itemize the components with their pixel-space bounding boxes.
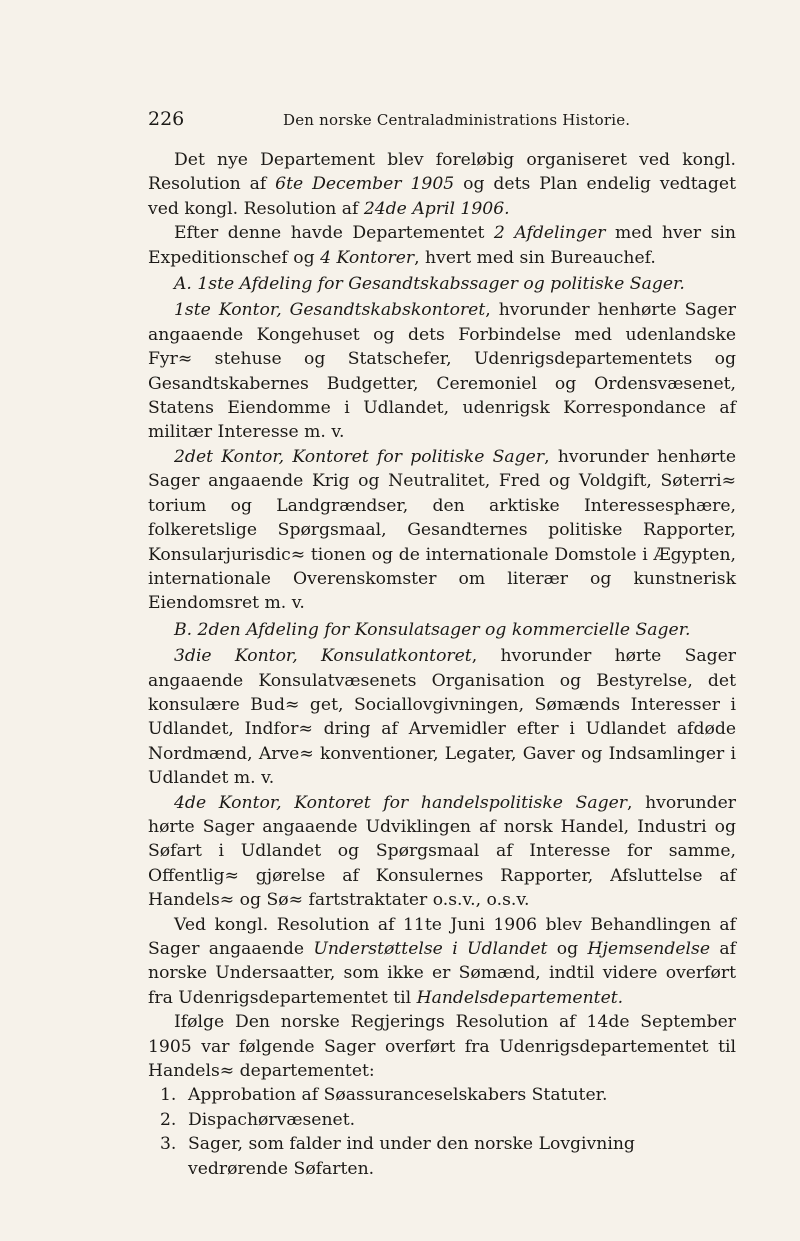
paragraph xyxy=(148,221,736,270)
text-run: af norske Undersaatter, som ikke er Sømænd, indtil videre overført fra Udenrigsdepartementet til xyxy=(148,939,736,1008)
italic-run: B. 2den Afdeling for Konsulatsager og kommercielle Sager. xyxy=(174,619,691,640)
text-run: Efter denne havde Departementet xyxy=(174,223,494,244)
page-header xyxy=(148,108,728,136)
paragraph xyxy=(148,644,736,790)
paragraph xyxy=(148,148,736,221)
italic-run: A. 1ste Afdeling for Gesandtskabssager og politiske Sager. xyxy=(174,274,685,295)
paragraph xyxy=(148,791,736,913)
italic-run: 4 Kontorer xyxy=(320,247,415,268)
text-run: Ifølge Den norske Regjerings Resolution af 14de September 1905 var følgende Sager overført fra Udenrigsdepartementet til Handels≈ departementet: xyxy=(148,1012,736,1082)
list-number: 3. xyxy=(160,1134,177,1155)
list-number: 1. xyxy=(160,1085,177,1106)
paragraph xyxy=(148,1010,736,1083)
running-title: Den norske Centraladministrations Historie. xyxy=(283,111,631,129)
numbered-list xyxy=(148,1083,736,1181)
page-number: 226 xyxy=(148,108,185,130)
italic-run: 4de Kontor, Kontoret for handelspolitiske Sager xyxy=(174,792,627,813)
italic-run: 6te December 1905 xyxy=(275,174,455,195)
paragraph xyxy=(148,445,736,616)
list-item xyxy=(148,1108,736,1132)
italic-run: 2 Afdelinger xyxy=(493,223,606,244)
text-run: , hvorunder henhørte Sager angaaende Krig og Neutralitet, Fred og Voldgift, Søterri≈ torium og Landgrændser, den arktiske Interessesphære, folkeretslige Spørgsmaal, Gesandternes politiske Rapporter, Konsularjurisdic≈ tionen og de internationale Domstole i Ægypten, internationale Overenskomster om literær og kunstnerisk Eiendomsret m. v. xyxy=(148,446,736,614)
list-item xyxy=(148,1132,736,1181)
text-run: Ved kongl. Resolution af 11te Juni 1906 blev Behandlingen af Sager angaaende xyxy=(148,914,736,959)
italic-run: Hjemsendelse xyxy=(587,939,711,959)
list-item-text: Sager, som falder ind under den norske Lovgivning vedrørende Søfarten. xyxy=(188,1134,635,1179)
text-run: , hvert med sin Bureauchef. xyxy=(414,247,656,268)
italic-run: Handelsdepartementet. xyxy=(416,987,624,1008)
text-run: Det nye Departement blev foreløbig organiseret ved kongl. Resolution af xyxy=(148,150,736,195)
body-text xyxy=(148,148,736,1181)
italic-run: 24de April 1906. xyxy=(363,198,510,219)
section-heading-b xyxy=(148,618,736,642)
paragraph xyxy=(148,913,736,1011)
text-run: , hvorunder hørte Sager angaaende Konsulatvæsenets Organisation og Bestyrelse, det konsulære Bud≈ get, Sociallovgivningen, Sømænds Interesser i Udlandet, Indfor≈ dring af Arvemidler efter i Udlandet afdøde Nordmænd, Arve≈ konventioner, Legater, Gaver og Indsamlinger i Udlandet m. v. xyxy=(148,646,736,789)
text-run: med hver sin Expeditionschef og xyxy=(148,223,737,268)
list-item-text: Dispachørvæsenet. xyxy=(188,1109,356,1130)
list-number: 2. xyxy=(160,1109,177,1130)
text-run: , hvorunder hørte Sager angaaende Udviklingen af norsk Handel, Industri og Søfart i Udlandet og Spørgsmaal af Interesse for samme, Offentlig≈ gjørelse af Konsulernes Rapporter, Afsluttelse af Handels≈ og Sø≈ fartstraktater o.s.v., o.s.v. xyxy=(148,792,736,911)
italic-run: 1ste Kontor, Gesandtskabskontoret xyxy=(174,300,486,321)
text-run: og dets Plan endelig vedtaget ved kongl. Resolution af xyxy=(148,174,736,219)
italic-run: Understøttelse i Udlandet xyxy=(313,939,548,959)
paragraph xyxy=(148,298,736,444)
italic-run: 2det Kontor, Kontoret for politiske Sager xyxy=(174,446,545,467)
italic-run: 3die Kontor, Konsulatkontoret xyxy=(174,646,472,667)
text-run: og xyxy=(547,939,588,959)
list-item-text: Approbation af Søassuranceselskabers Statuter. xyxy=(188,1085,608,1106)
text-run: , hvorunder henhørte Sager angaaende Kongehuset og dets Forbindelse med udenlandske Fyr≈ stehuse og Statschefer, Udenrigsdepartementets og Gesandtskabernes Budgetter, Ceremoniel og Ordensvæsenet, Statens Eiendomme i Udlandet, udenrigsk Korrespondance af militær Interesse m. v. xyxy=(148,300,736,443)
section-heading-a xyxy=(148,272,736,296)
list-item xyxy=(148,1083,736,1107)
